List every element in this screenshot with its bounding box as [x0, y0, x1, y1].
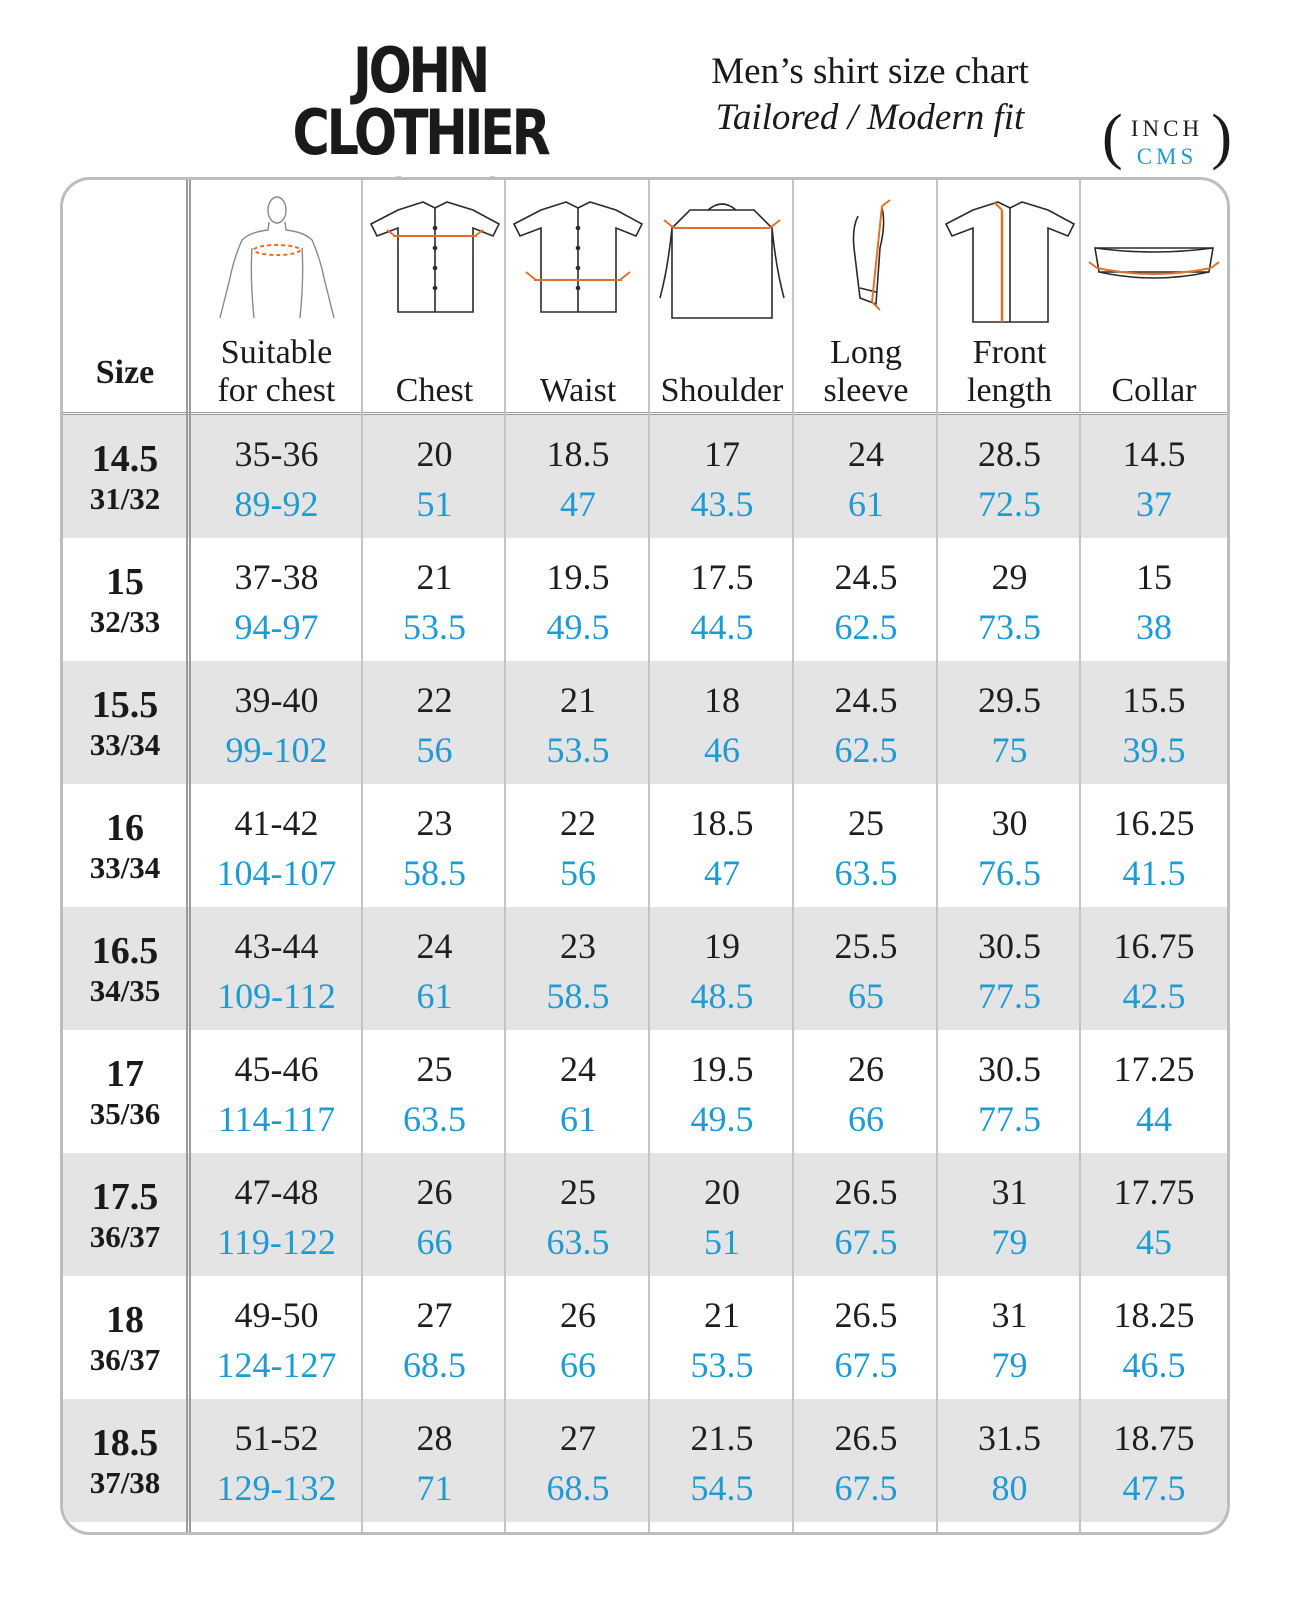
- inch-value: 21: [416, 557, 453, 597]
- measure-cell-chest: [363, 1030, 506, 1153]
- size-cell: [63, 1153, 187, 1276]
- cm-value: 65: [848, 976, 884, 1016]
- measure-cell-front-length: [938, 907, 1081, 1030]
- size-cell: [63, 907, 187, 1030]
- size-cell: [63, 784, 187, 907]
- measure-cell-long-sleeve: [794, 1153, 938, 1276]
- measure-cell-long-sleeve: [794, 907, 938, 1030]
- measure-cell-long-sleeve: [794, 1030, 938, 1153]
- measure-cell-chest: [363, 1276, 506, 1399]
- table-row: [63, 1276, 1227, 1399]
- collar-size: 14.5: [91, 438, 159, 480]
- inch-value: 23: [416, 803, 453, 843]
- collar-size: 18.5: [91, 1422, 159, 1464]
- measure-cell-waist: [506, 661, 650, 784]
- inch-value: 30.5: [978, 1049, 1041, 1089]
- column-divider: [1079, 180, 1081, 1532]
- cm-value: 66: [560, 1345, 596, 1385]
- cm-value: 53.5: [690, 1345, 754, 1385]
- cm-value: 76.5: [978, 853, 1041, 893]
- unit-inch-label: INCH: [1130, 116, 1204, 141]
- measure-cell-waist: [506, 1030, 650, 1153]
- chart-subtitle: Tailored / Modern fit: [715, 97, 1025, 139]
- cm-value: 67.5: [834, 1222, 898, 1262]
- column-label: Chest: [395, 371, 474, 409]
- measure-cell-shoulder: [650, 661, 794, 784]
- cm-value: 41.5: [1122, 853, 1186, 893]
- inch-value: 37-38: [234, 557, 319, 597]
- column-label: Collar: [1111, 371, 1197, 409]
- measure-cell-suitable-chest: [190, 661, 363, 784]
- column-label: Suitable for chest: [217, 333, 336, 409]
- cm-value: 45: [1136, 1222, 1172, 1262]
- inch-value: 24.5: [834, 557, 898, 597]
- cm-value: 53.5: [546, 730, 610, 770]
- inch-value: 47-48: [234, 1172, 319, 1212]
- inch-value: 26: [560, 1295, 596, 1335]
- chart-title: Men’s shirt size chart: [711, 51, 1029, 92]
- brand-name: JOHN CLOTHIER: [292, 34, 548, 169]
- collar-size: 17: [106, 1053, 144, 1095]
- cm-value: 79: [991, 1345, 1028, 1385]
- measure-cell-front-length: [938, 1030, 1081, 1153]
- inch-value: 27: [560, 1418, 596, 1458]
- inch-value: 19.5: [690, 1049, 754, 1089]
- measure-cell-collar: [1081, 661, 1227, 784]
- inch-value: 18: [704, 680, 740, 720]
- inch-value: 25: [416, 1049, 453, 1089]
- cm-value: 42.5: [1122, 976, 1186, 1016]
- measure-cell-front-length: [938, 1153, 1081, 1276]
- inch-value: 17.5: [690, 557, 754, 597]
- column-divider: [361, 180, 363, 1532]
- column-header-suitable-chest: [190, 180, 363, 412]
- sleeve-size: 34/35: [89, 973, 161, 1008]
- inch-value: 35-36: [234, 434, 319, 474]
- measure-cell-shoulder: [650, 538, 794, 661]
- measure-cell-long-sleeve: [794, 538, 938, 661]
- inch-value: 17.75: [1113, 1172, 1195, 1212]
- inch-value: 27: [416, 1295, 453, 1335]
- cm-value: 66: [848, 1099, 884, 1139]
- measure-cell-chest: [363, 538, 506, 661]
- inch-value: 25: [560, 1172, 596, 1212]
- measure-cell-shoulder: [650, 415, 794, 538]
- measure-cell-suitable-chest: [190, 784, 363, 907]
- measure-cell-shoulder: [650, 1153, 794, 1276]
- cm-value: 53.5: [403, 607, 466, 647]
- table-row: [63, 415, 1227, 538]
- cm-value: 51: [416, 484, 453, 524]
- measure-cell-long-sleeve: [794, 661, 938, 784]
- cm-value: 77.5: [978, 976, 1041, 1016]
- cm-value: 77.5: [978, 1099, 1041, 1139]
- inch-value: 45-46: [234, 1049, 319, 1089]
- inch-value: 23: [560, 926, 596, 966]
- inch-value: 16.75: [1113, 926, 1195, 966]
- measure-cell-suitable-chest: [190, 1153, 363, 1276]
- inch-value: 28.5: [978, 434, 1041, 474]
- collar-size: 17.5: [91, 1176, 159, 1218]
- cm-value: 58.5: [403, 853, 466, 893]
- cm-value: 49.5: [546, 607, 610, 647]
- inch-value: 41-42: [234, 803, 319, 843]
- measure-cell-waist: [506, 415, 650, 538]
- collar-size: 16: [106, 807, 144, 849]
- measure-cell-collar: [1081, 1030, 1227, 1153]
- inch-value: 29: [991, 557, 1028, 597]
- cm-value: 67.5: [834, 1468, 898, 1508]
- cm-value: 63.5: [546, 1222, 610, 1262]
- inch-value: 20: [416, 434, 453, 474]
- measure-cell-shoulder: [650, 784, 794, 907]
- collar-size: 16.5: [91, 930, 159, 972]
- chart-title-block: [650, 50, 1090, 142]
- cm-value: 38: [1136, 607, 1172, 647]
- column-divider: [186, 180, 191, 1532]
- inch-value: 22: [416, 680, 453, 720]
- inch-value: 39-40: [234, 680, 319, 720]
- cm-value: 62.5: [834, 730, 898, 770]
- cm-value: 124-127: [216, 1345, 337, 1385]
- measure-cell-waist: [506, 907, 650, 1030]
- sleeve-size: 37/38: [89, 1465, 161, 1500]
- cm-value: 46.5: [1122, 1345, 1186, 1385]
- measure-cell-shoulder: [650, 1276, 794, 1399]
- cm-value: 68.5: [546, 1468, 610, 1508]
- sleeve-size: 36/37: [89, 1219, 161, 1254]
- sleeve-size: 32/33: [89, 604, 161, 639]
- inch-value: 19: [704, 926, 740, 966]
- inch-value: 14.5: [1122, 434, 1186, 474]
- measure-cell-collar: [1081, 415, 1227, 538]
- inch-value: 19.5: [546, 557, 610, 597]
- inch-value: 30.5: [978, 926, 1041, 966]
- table-row: [63, 1399, 1227, 1522]
- table-row: [63, 784, 1227, 907]
- measure-cell-front-length: [938, 784, 1081, 907]
- column-header-chest: [363, 180, 506, 412]
- inch-value: 16.25: [1113, 803, 1195, 843]
- measure-cell-front-length: [938, 661, 1081, 784]
- measure-cell-collar: [1081, 784, 1227, 907]
- cm-value: 114-117: [217, 1099, 336, 1139]
- cm-value: 129-132: [216, 1468, 337, 1508]
- inch-value: 15.5: [1122, 680, 1186, 720]
- measure-cell-chest: [363, 907, 506, 1030]
- measure-cell-shoulder: [650, 907, 794, 1030]
- inch-value: 24.5: [834, 680, 898, 720]
- sleeve-size: 35/36: [89, 1096, 161, 1131]
- measure-cell-chest: [363, 415, 506, 538]
- measure-cell-front-length: [938, 1399, 1081, 1522]
- measure-cell-waist: [506, 1153, 650, 1276]
- cm-value: 44: [1136, 1099, 1172, 1139]
- cm-value: 61: [848, 484, 884, 524]
- table-header: [63, 180, 1227, 415]
- measure-cell-waist: [506, 1276, 650, 1399]
- inch-value: 24: [560, 1049, 596, 1089]
- table-row: [63, 907, 1227, 1030]
- cm-value: 109-112: [217, 976, 336, 1016]
- inch-value: 25.5: [834, 926, 898, 966]
- measure-cell-suitable-chest: [190, 1030, 363, 1153]
- inch-value: 30: [991, 803, 1028, 843]
- size-table: [60, 177, 1230, 1535]
- inch-value: 24: [848, 434, 884, 474]
- measure-cell-shoulder: [650, 1030, 794, 1153]
- right-paren: ): [1211, 103, 1232, 171]
- cm-value: 72.5: [978, 484, 1041, 524]
- cm-value: 119-122: [217, 1222, 336, 1262]
- column-label: Waist: [539, 371, 617, 409]
- measure-cell-long-sleeve: [794, 415, 938, 538]
- measure-cell-chest: [363, 1153, 506, 1276]
- measure-cell-long-sleeve: [794, 1399, 938, 1522]
- measure-cell-waist: [506, 538, 650, 661]
- cm-value: 61: [560, 1099, 596, 1139]
- inch-value: 26.5: [834, 1295, 898, 1335]
- column-header-front-length: [938, 180, 1081, 412]
- cm-value: 51: [704, 1222, 740, 1262]
- inch-value: 15: [1136, 557, 1172, 597]
- column-label: Size: [95, 353, 155, 391]
- cm-value: 58.5: [546, 976, 610, 1016]
- cm-value: 47: [560, 484, 596, 524]
- cm-value: 44.5: [690, 607, 754, 647]
- measure-cell-chest: [363, 661, 506, 784]
- unit-legend: [1102, 103, 1232, 172]
- cm-value: 62.5: [834, 607, 898, 647]
- inch-value: 51-52: [234, 1418, 319, 1458]
- cm-value: 79: [991, 1222, 1028, 1262]
- inch-value: 21.5: [690, 1418, 754, 1458]
- inch-value: 26.5: [834, 1418, 898, 1458]
- column-divider: [792, 180, 794, 1532]
- table-row: [63, 661, 1227, 784]
- cm-value: 75: [991, 730, 1028, 770]
- measure-cell-collar: [1081, 1399, 1227, 1522]
- inch-value: 18.75: [1113, 1418, 1195, 1458]
- sleeve-size: 33/34: [89, 727, 161, 762]
- measure-cell-collar: [1081, 538, 1227, 661]
- column-divider: [936, 180, 938, 1532]
- sleeve-size: 31/32: [89, 481, 161, 516]
- measure-cell-suitable-chest: [190, 415, 363, 538]
- inch-value: 17.25: [1113, 1049, 1195, 1089]
- measure-cell-suitable-chest: [190, 1399, 363, 1522]
- collar-size: 15.5: [91, 684, 159, 726]
- inch-value: 31.5: [978, 1418, 1041, 1458]
- column-header-shoulder: [650, 180, 794, 412]
- measure-cell-front-length: [938, 415, 1081, 538]
- inch-value: 17: [704, 434, 740, 474]
- inch-value: 20: [704, 1172, 740, 1212]
- cm-value: 46: [704, 730, 740, 770]
- inch-value: 31: [991, 1295, 1028, 1335]
- cm-value: 49.5: [690, 1099, 754, 1139]
- cm-value: 67.5: [834, 1345, 898, 1385]
- cm-value: 37: [1136, 484, 1172, 524]
- cm-value: 63.5: [834, 853, 898, 893]
- cm-value: 80: [991, 1468, 1028, 1508]
- unit-cms-label: CMS: [1136, 144, 1198, 169]
- cm-value: 54.5: [690, 1468, 754, 1508]
- inch-value: 18.25: [1113, 1295, 1195, 1335]
- cm-value: 39.5: [1122, 730, 1186, 770]
- cm-value: 66: [416, 1222, 453, 1262]
- measure-cell-long-sleeve: [794, 1276, 938, 1399]
- inch-value: 26.5: [834, 1172, 898, 1212]
- cm-value: 61: [416, 976, 453, 1016]
- table-row: [63, 538, 1227, 661]
- size-cell: [63, 538, 187, 661]
- size-cell: [63, 1399, 187, 1522]
- sleeve-size: 36/37: [89, 1342, 161, 1377]
- cm-value: 56: [416, 730, 453, 770]
- inch-value: 18.5: [546, 434, 610, 474]
- cm-value: 47.5: [1122, 1468, 1186, 1508]
- column-label: Long sleeve: [823, 333, 909, 409]
- measure-cell-collar: [1081, 907, 1227, 1030]
- measure-cell-suitable-chest: [190, 538, 363, 661]
- measure-cell-front-length: [938, 538, 1081, 661]
- inch-value: 49-50: [234, 1295, 319, 1335]
- collar-size: 18: [106, 1299, 144, 1341]
- cm-value: 73.5: [978, 607, 1041, 647]
- table-row: [63, 1153, 1227, 1276]
- cm-value: 43.5: [690, 484, 754, 524]
- measure-cell-chest: [363, 1399, 506, 1522]
- inch-value: 26: [848, 1049, 884, 1089]
- size-cell: [63, 415, 187, 538]
- size-cell: [63, 661, 187, 784]
- inch-value: 28: [416, 1418, 453, 1458]
- inch-value: 26: [416, 1172, 453, 1212]
- sleeve-size: 33/34: [89, 850, 161, 885]
- column-header-long-sleeve: [794, 180, 938, 412]
- inch-value: 22: [560, 803, 596, 843]
- measure-cell-suitable-chest: [190, 907, 363, 1030]
- inch-value: 31: [991, 1172, 1028, 1212]
- column-header-size: [63, 180, 187, 412]
- measure-cell-suitable-chest: [190, 1276, 363, 1399]
- column-label: Front length: [967, 333, 1052, 409]
- cm-value: 47: [704, 853, 740, 893]
- measure-cell-waist: [506, 1399, 650, 1522]
- column-header-collar: [1081, 180, 1227, 412]
- inch-value: 29.5: [978, 680, 1041, 720]
- measure-cell-chest: [363, 784, 506, 907]
- size-cell: [63, 1276, 187, 1399]
- cm-value: 56: [560, 853, 596, 893]
- measure-cell-front-length: [938, 1276, 1081, 1399]
- size-cell: [63, 1030, 187, 1153]
- measure-cell-shoulder: [650, 1399, 794, 1522]
- measure-cell-collar: [1081, 1276, 1227, 1399]
- cm-value: 94-97: [234, 607, 319, 647]
- cm-value: 89-92: [234, 484, 319, 524]
- column-label: Shoulder: [660, 371, 784, 409]
- inch-value: 21: [560, 680, 596, 720]
- cm-value: 99-102: [225, 730, 328, 770]
- measure-cell-long-sleeve: [794, 784, 938, 907]
- measure-cell-waist: [506, 784, 650, 907]
- column-header-waist: [506, 180, 650, 412]
- cm-value: 104-107: [216, 853, 337, 893]
- inch-value: 21: [704, 1295, 740, 1335]
- inch-value: 25: [848, 803, 884, 843]
- cm-value: 63.5: [403, 1099, 466, 1139]
- inch-value: 18.5: [690, 803, 754, 843]
- cm-value: 68.5: [403, 1345, 466, 1385]
- measure-cell-collar: [1081, 1153, 1227, 1276]
- inch-value: 43-44: [234, 926, 319, 966]
- left-paren: (: [1102, 103, 1123, 171]
- cm-value: 48.5: [690, 976, 754, 1016]
- collar-size: 15: [106, 561, 144, 603]
- inch-value: 24: [416, 926, 453, 966]
- cm-value: 71: [416, 1468, 453, 1508]
- column-divider: [648, 180, 650, 1532]
- table-row: [63, 1030, 1227, 1153]
- column-divider: [504, 180, 506, 1532]
